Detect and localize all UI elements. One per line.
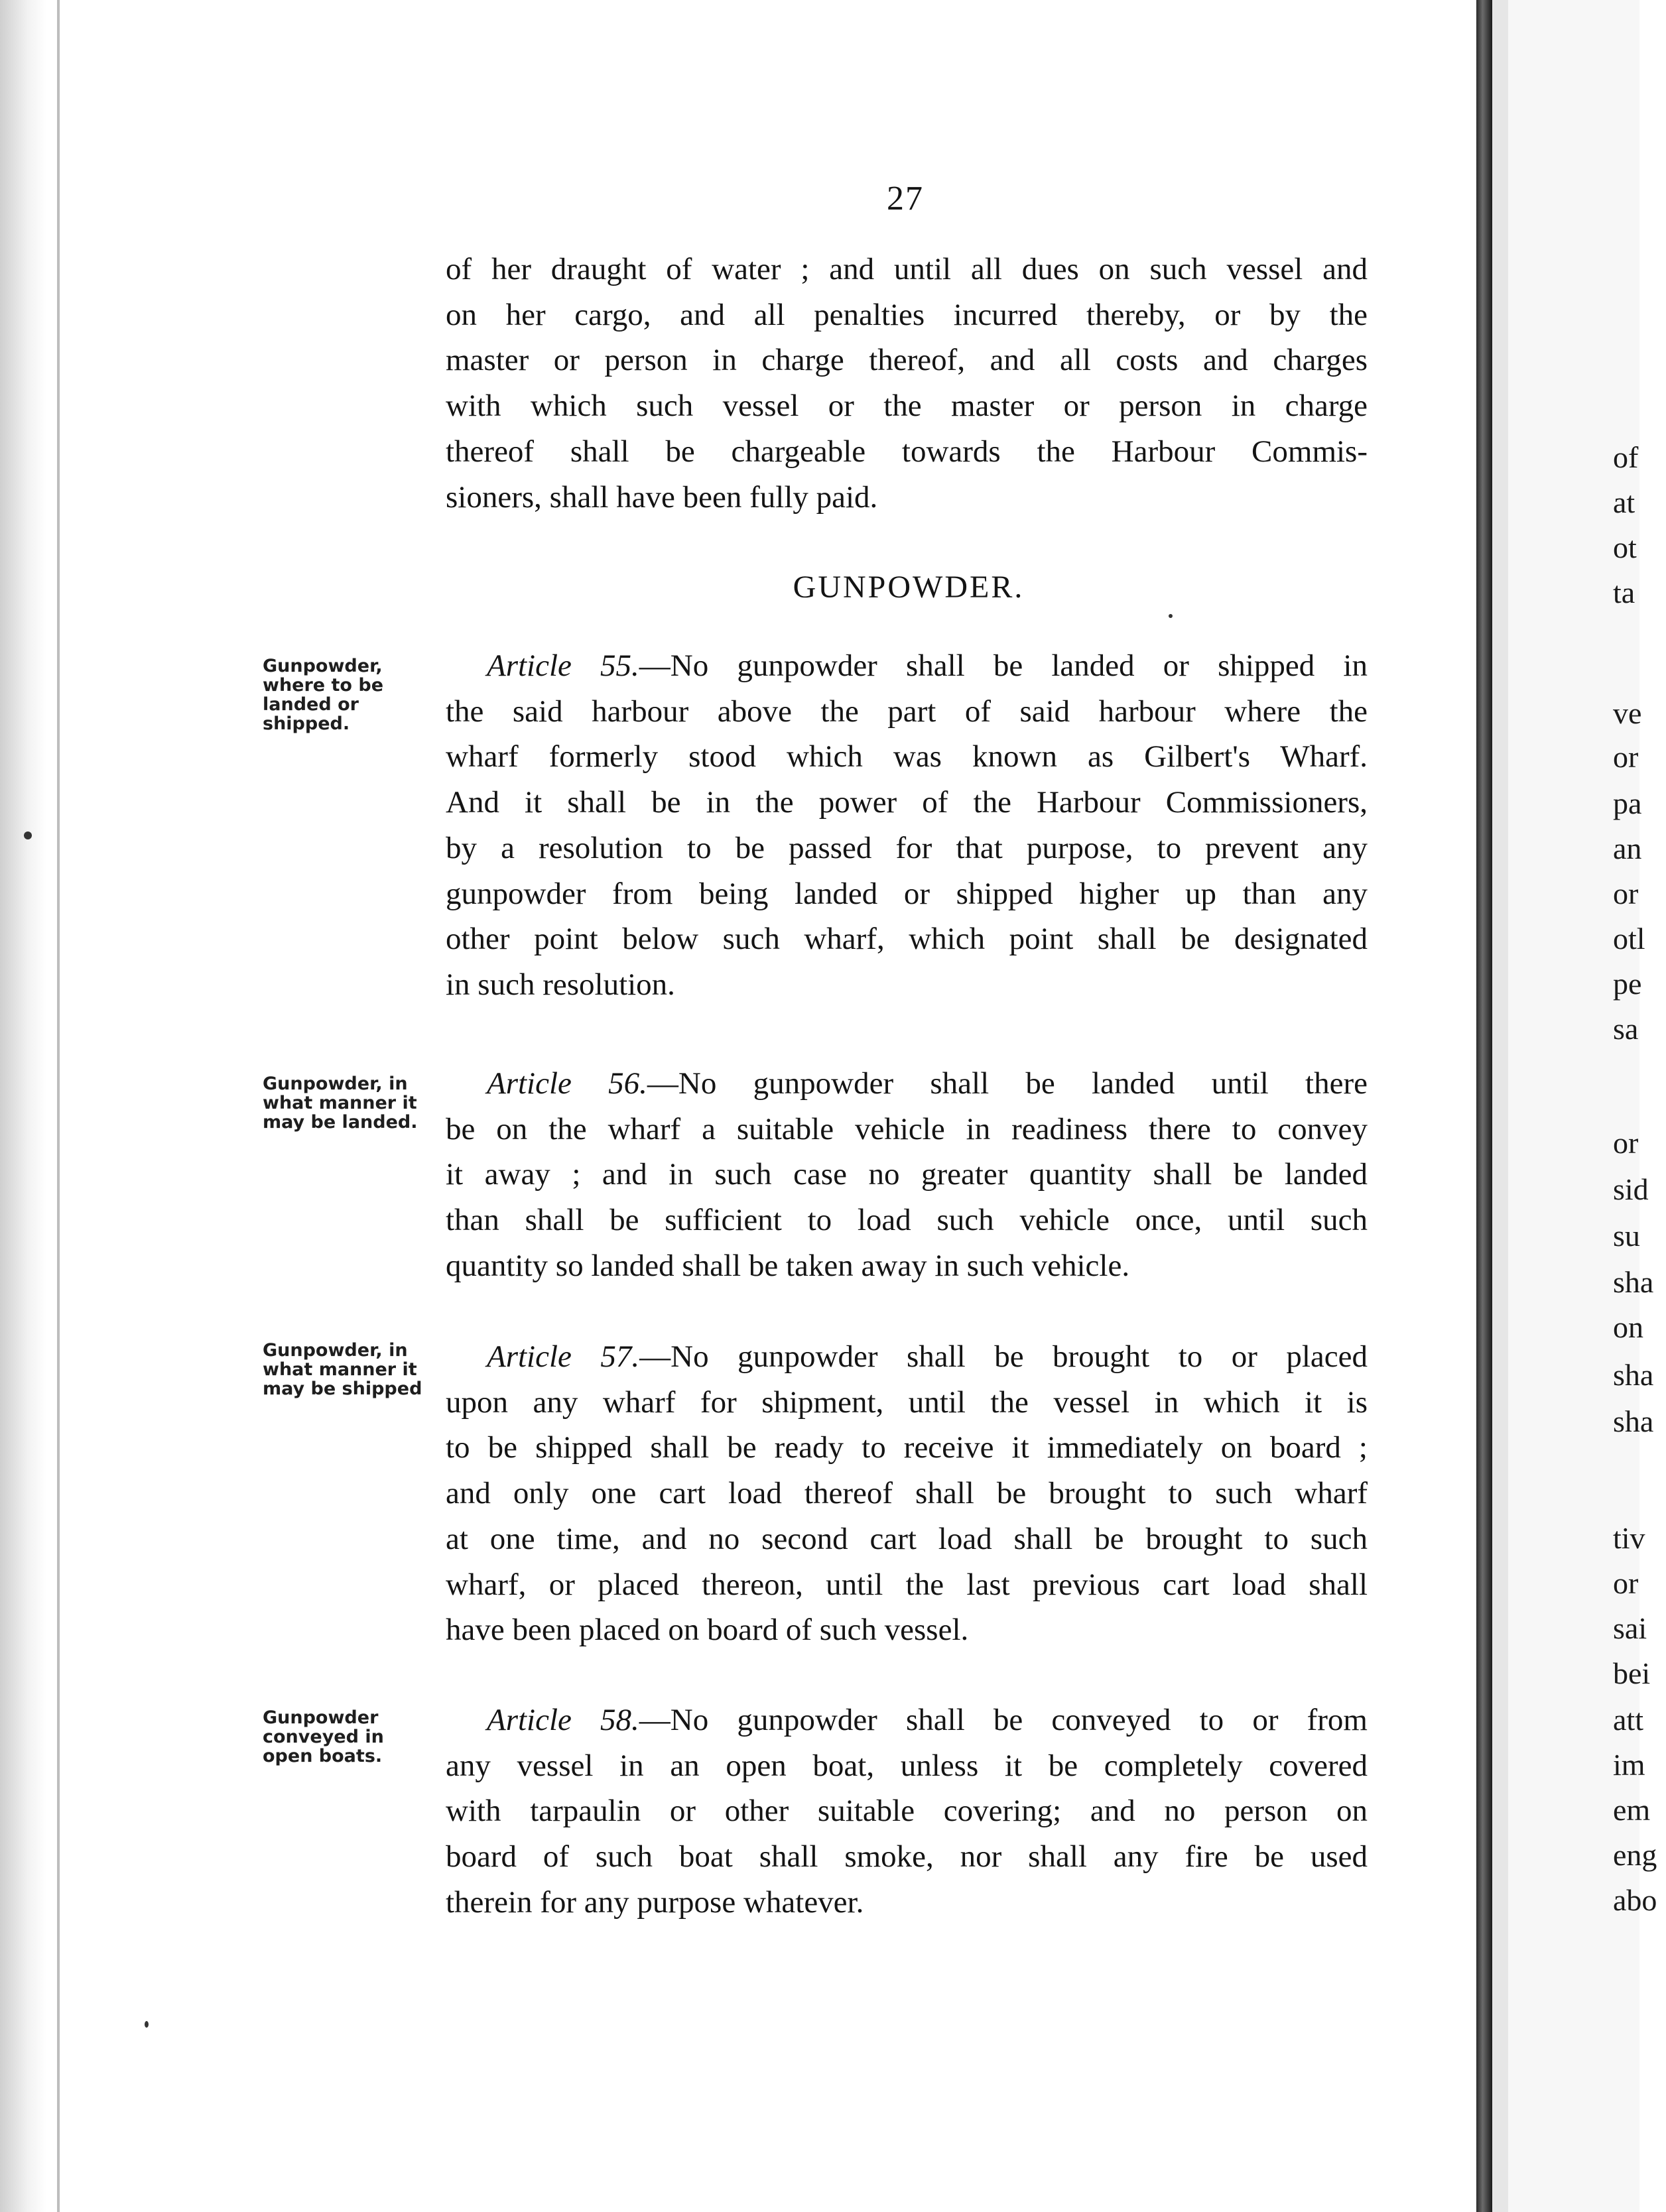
paragraph-line: upon any wharf for shipment, until the vessel in which it is	[446, 1384, 1368, 1420]
paragraph-line: it away ; and in such case no greater quantity shall be landed	[446, 1157, 1368, 1192]
paragraph-line: any vessel in an open boat, unless it be completely covered	[446, 1748, 1368, 1783]
paragraph-line: the said harbour above the part of said harbour where the	[446, 694, 1368, 729]
paragraph-line: And it shall be in the power of the Harbour Commissioners,	[446, 785, 1368, 820]
paragraph-line: —No gunpowder shall be landed or shipped in	[639, 648, 1368, 683]
right-page-fragment: or	[1613, 740, 1639, 774]
scan-speck	[24, 831, 32, 839]
right-page-fragment: ot	[1613, 530, 1637, 564]
scan-speck	[1169, 614, 1173, 618]
right-page-fragment: of	[1613, 440, 1639, 474]
article-label: Article 56.	[487, 1066, 647, 1101]
paragraph-line: by a resolution to be passed for that purpose, to prevent any	[446, 830, 1368, 865]
right-page-fragment: bei	[1613, 1656, 1651, 1690]
paragraph-line: of her draught of water ; and until all dues on such vessel and	[446, 252, 1368, 286]
right-page-fragment: tiv	[1613, 1521, 1645, 1555]
margin-note-line: open boats.	[263, 1746, 383, 1766]
paragraph-line: to be shipped shall be ready to receive it immediately on board ;	[446, 1430, 1368, 1465]
margin-note-line: conveyed in	[263, 1727, 384, 1747]
margin-note-article-58	[263, 1708, 455, 1766]
article-label: Article 55.	[487, 648, 639, 683]
right-page-fragment: on	[1613, 1310, 1643, 1344]
margin-note-article-56	[263, 1074, 455, 1132]
continuation-paragraph	[446, 247, 1368, 520]
right-page-fragment: or	[1613, 1126, 1639, 1160]
paragraph-line: in such resolution.	[446, 967, 675, 1002]
margin-note-line: Gunpowder, in	[263, 1340, 408, 1361]
right-page-fragment: otl	[1613, 922, 1645, 955]
right-page-fragment: att	[1613, 1703, 1643, 1737]
margin-note-line: where to be	[263, 675, 383, 696]
paragraph-line: other point below such wharf, which point shall be designated	[446, 922, 1368, 957]
right-page-fragment: im	[1613, 1748, 1645, 1782]
margin-note-line: Gunpowder, in	[263, 1074, 408, 1094]
paragraph-line: at one time, and no second cart load shall be brought to such	[446, 1521, 1368, 1556]
paragraph-line: wharf, or placed thereon, until the last previous cart load shall	[446, 1567, 1368, 1602]
right-page-fragment: sha	[1613, 1358, 1654, 1392]
right-page-fragment: at	[1613, 485, 1635, 519]
paragraph-line: and only one cart load thereof shall be brought to such wharf	[446, 1476, 1368, 1511]
article-label: Article 57.	[487, 1339, 640, 1374]
right-page-fragment: eng	[1613, 1838, 1657, 1872]
right-page-fragment: sai	[1613, 1611, 1647, 1645]
article-57	[446, 1334, 1368, 1653]
margin-note-line: landed or	[263, 694, 359, 715]
paragraph-line: be on the wharf a suitable vehicle in readiness there to convey	[446, 1111, 1368, 1146]
right-page-fragment: sid	[1613, 1172, 1649, 1206]
article-label: Article 58.	[487, 1703, 639, 1737]
section-heading: GUNPOWDER.	[793, 570, 1025, 605]
right-page-fragment: su	[1613, 1219, 1640, 1253]
paragraph-line: thereof shall be chargeable towards the Harbour Commis-	[446, 434, 1368, 469]
paragraph-line: —No gunpowder shall be conveyed to or from	[639, 1703, 1368, 1737]
paragraph-line: gunpowder from being landed or shipped higher up than any	[446, 876, 1368, 911]
page-edge-shadow	[0, 0, 46, 2212]
paragraph-line: than shall be sufficient to load such vehicle once, until such	[446, 1203, 1368, 1238]
page-edge-rule	[57, 0, 60, 2212]
margin-note-line: may be shipped	[263, 1379, 422, 1399]
right-page-fragment: ta	[1613, 576, 1635, 609]
right-page-fragment: ve	[1613, 696, 1642, 730]
article-55	[446, 643, 1368, 1008]
margin-note-article-55	[263, 656, 455, 733]
paragraph-line: with which such vessel or the master or person in charge	[446, 389, 1368, 424]
right-page-edge	[1492, 0, 1508, 2212]
paragraph-line: wharf formerly stood which was known as Gilbert's Wharf.	[446, 739, 1368, 774]
paragraph-line: master or person in charge thereof, and all costs and charges	[446, 343, 1368, 378]
paragraph-line: —No gunpowder shall be brought to or placed	[639, 1339, 1368, 1374]
right-page-fragment: sa	[1613, 1012, 1639, 1046]
margin-note-line: what manner it	[263, 1359, 417, 1380]
article-58	[446, 1697, 1368, 1926]
right-page-fragment: abo	[1613, 1883, 1657, 1917]
margin-note-line: shipped.	[263, 713, 350, 734]
paragraph-line: board of such boat shall smoke, nor shall any fire be used	[446, 1839, 1368, 1874]
paragraph-line: quantity so landed shall be taken away in such vehicle.	[446, 1248, 1130, 1283]
right-page-fragment: or	[1613, 1566, 1639, 1600]
paragraph-line: sioners, shall have been fully paid.	[446, 479, 878, 515]
right-page-fragment: sha	[1613, 1404, 1654, 1438]
right-page-fragment: pe	[1613, 967, 1642, 1001]
margin-note-line: Gunpowder	[263, 1707, 379, 1728]
paragraph-line: have been placed on board of such vessel.	[446, 1613, 969, 1648]
right-page-fragment: pa	[1613, 786, 1642, 820]
margin-note-article-57	[263, 1341, 455, 1398]
paragraph-line: therein for any purpose whatever.	[446, 1884, 864, 1920]
article-56	[446, 1061, 1368, 1289]
paragraph-line: with tarpaulin or other suitable covering; and no person on	[446, 1794, 1368, 1829]
scan-speck	[145, 2021, 149, 2028]
right-page-fragment: or	[1613, 877, 1639, 910]
right-page-fragment: em	[1613, 1793, 1651, 1827]
right-page-fragment: an	[1613, 831, 1642, 865]
paragraph-line: on her cargo, and all penalties incurred thereby, or by the	[446, 297, 1368, 332]
book-gutter	[1476, 0, 1492, 2212]
right-page-fragment: sha	[1613, 1265, 1654, 1299]
margin-note-line: what manner it	[263, 1093, 417, 1113]
paragraph-line: —No gunpowder shall be landed until there	[647, 1066, 1368, 1101]
margin-note-line: Gunpowder,	[263, 656, 383, 676]
margin-note-line: may be landed.	[263, 1112, 418, 1133]
page-number: 27	[887, 180, 924, 217]
